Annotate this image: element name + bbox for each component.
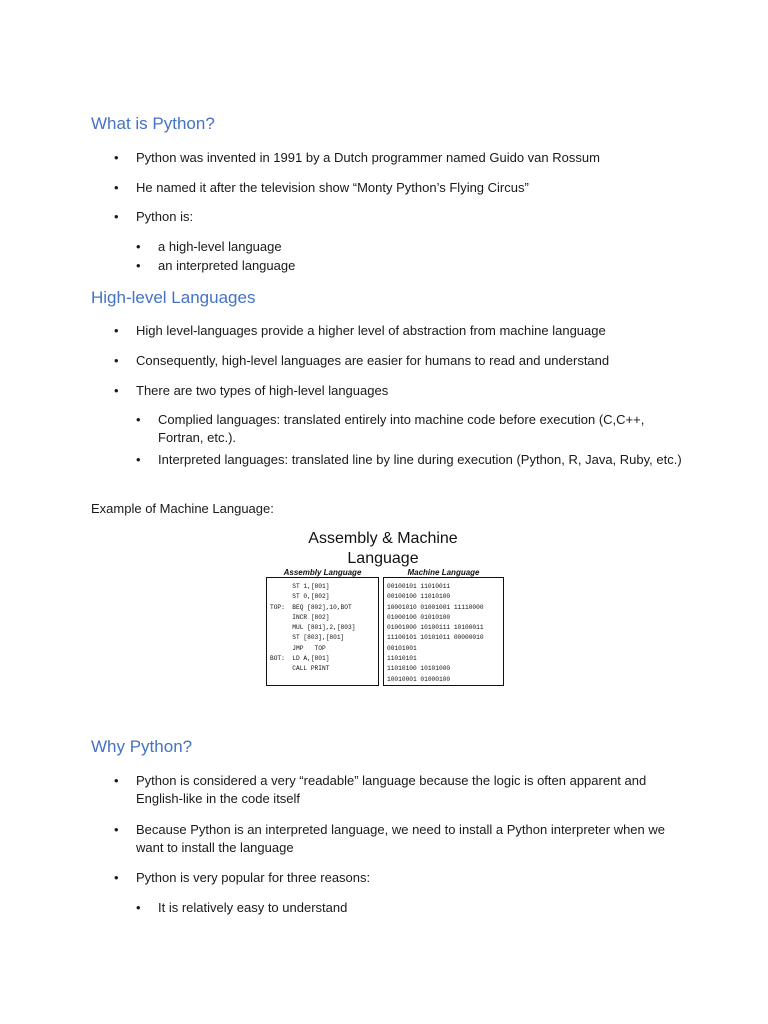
bullet-icon: • <box>114 150 119 165</box>
bullet-icon: • <box>114 822 119 837</box>
sub-list-item: • It is relatively easy to understand <box>136 900 348 915</box>
bullet-icon: • <box>136 900 141 915</box>
bullet-icon: • <box>114 870 119 885</box>
bullet-icon: • <box>136 239 141 254</box>
heading-what-is-python: What is Python? <box>91 114 215 133</box>
assembly-machine-figure <box>259 525 507 722</box>
heading-high-level-languages: High-level Languages <box>91 288 256 307</box>
list-item: • Because Python is an interpreted language, we need to install a Python interpreter when we want to install the language <box>114 822 666 855</box>
sub-list-item: • an interpreted language <box>136 258 296 273</box>
list-item: • Consequently, high-level languages are easier for humans to read and understand <box>114 353 610 368</box>
heading-why-python: Why Python? <box>91 737 193 756</box>
bullet-icon: • <box>114 353 119 368</box>
bullet-icon: • <box>114 383 119 398</box>
assembly-header: Assembly Language <box>283 568 362 577</box>
bullet-icon: • <box>114 209 119 224</box>
machine-header: Machine Language <box>407 568 480 577</box>
bullet-icon: • <box>136 452 141 467</box>
bullet-icon: • <box>114 180 119 195</box>
list-item: • Python is considered a very “readable” language because the logic is often apparent and English-like in the code itself <box>114 773 647 806</box>
sub-list-item: • Complied languages: translated entirely into machine code before execution (C,C++, Fortran, etc.). <box>136 412 645 445</box>
list-item: • He named it after the television show “Monty Python’s Flying Circus” <box>114 180 529 195</box>
list-item: • Python was invented in 1991 by a Dutch programmer named Guido van Rossum <box>114 150 600 165</box>
bullet-icon: • <box>136 258 141 273</box>
assembly-panel <box>266 568 379 686</box>
list-item: • Python is: <box>114 209 194 224</box>
sub-list-item: • a high-level language <box>136 239 282 254</box>
list-item: • There are two types of high-level languages <box>114 383 389 398</box>
list-item: • High level-languages provide a higher level of abstraction from machine language <box>114 323 606 338</box>
figure-caption: Example of Machine Language: <box>91 501 274 516</box>
bullet-icon: • <box>114 323 119 338</box>
bullet-icon: • <box>136 412 141 427</box>
list-item: • Python is very popular for three reasons: <box>114 870 371 885</box>
sub-list-item: • Interpreted languages: translated line by line during execution (Python, R, Java, Ruby, etc.) <box>136 452 682 467</box>
bullet-icon: • <box>114 773 119 788</box>
machine-panel <box>383 568 504 686</box>
machine-code: 00100101 11010011 00100100 11010100 10001010 01001001 11110000 01000100 01010100 01001000 10100111 10100011 11100101 10101011 00000010 00101001 11010101 11010100 10101000 10010001 01000100 <box>387 583 484 683</box>
assembly-code: ST 1,[801] ST 0,[802] TOP: BEQ [802],10,BOT INCR [802] MUL [801],2,[803] ST [803],[801] JMP TOP BOT: LD A,[801] CALL PRINT <box>270 583 356 673</box>
figure-title: Assembly & Machine Language <box>308 530 458 567</box>
